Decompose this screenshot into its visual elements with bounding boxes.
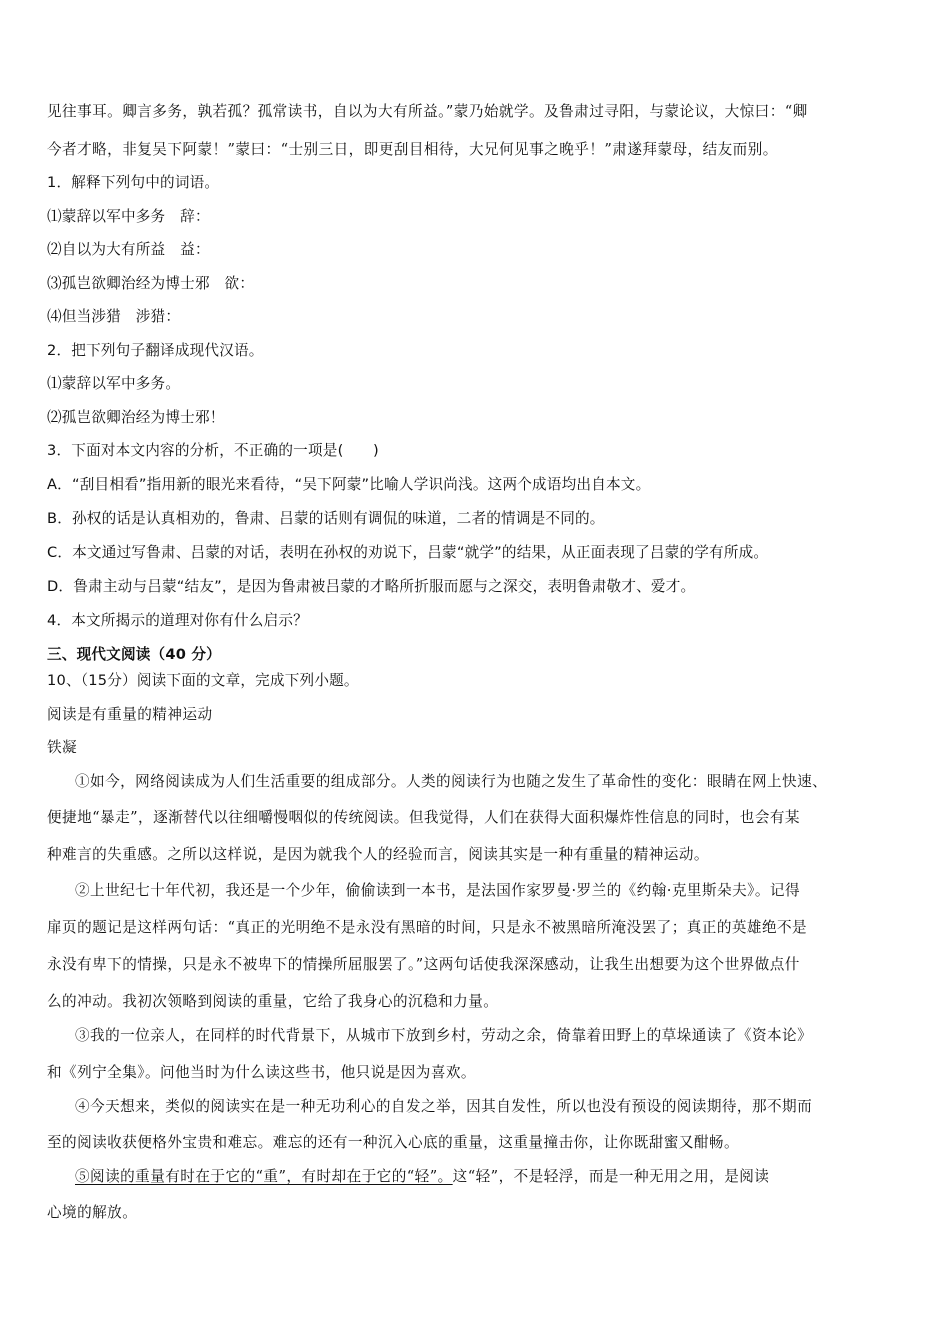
question-3-option-b: B．孙权的话是认真相劝的，鲁肃、吕蒙的话则有调侃的味道，二者的情调是不同的。 [47, 510, 605, 527]
question-1-item: ⑵自以为大有所益 益： [47, 241, 210, 258]
article-paragraph-line: 么的冲动。我初次领略到阅读的重量，它给了我身心的沉稳和力量。 [47, 993, 499, 1010]
article-text: 这“轻”，不是轻浮，而是一种无用之用，是阅读 [452, 1168, 770, 1185]
article-paragraph-line: ④今天想来，类似的阅读实在是一种无功利心的自发之举，因其自发性，所以也没有预设的阅读期待，那不期而 [75, 1098, 813, 1115]
question-2-title: 2．把下列句子翻译成现代汉语。 [47, 342, 264, 359]
question-1-item: ⑶孤岂欲卿治经为博士邪 欲： [47, 275, 255, 292]
underlined-sentence: ⑤阅读的重量有时在于它的“重”，有时却在于它的“轻”。 [75, 1168, 453, 1185]
article-paragraph-line: 至的阅读收获便格外宝贵和难忘。难忘的还有一种沉入心底的重量，这重量撞击你，让你既甜蜜又酣畅。 [47, 1134, 740, 1151]
question-2-item: ⑴蒙辞以军中多务。 [47, 375, 181, 392]
article-paragraph-line: 便捷地“暴走”，逐渐替代以往细嚼慢咽似的传统阅读。但我觉得，人们在获得大面积爆炸性信息的同时，也会有某 [47, 809, 800, 826]
question-10-intro: 10、（15分）阅读下面的文章，完成下列小题。 [47, 672, 359, 689]
question-1-item: ⑴蒙辞以军中多务 辞： [47, 208, 210, 225]
section-heading: 三、现代文阅读（40 分） [47, 646, 221, 663]
passage-line: 见往事耳。卿言多务，孰若孤？孤常读书，自以为大有所益。”蒙乃始就学。及鲁肃过寻阳，与蒙论议，大惊曰：“卿 [47, 103, 808, 120]
article-paragraph-line: 心境的解放。 [47, 1204, 138, 1221]
passage-line: 今者才略，非复吴下阿蒙！”蒙曰：“士别三日，即更刮目相待，大兄何见事之晚乎！”肃遂拜蒙母，结友而别。 [47, 141, 778, 158]
article-title: 阅读是有重量的精神运动 [47, 706, 213, 723]
question-4-title: 4．本文所揭示的道理对你有什么启示？ [47, 612, 308, 629]
article-paragraph-line: ①如今，网络阅读成为人们生活重要的组成部分。人类的阅读行为也随之发生了革命性的变化：眼睛在网上快速、 [75, 773, 828, 790]
article-paragraph-line: 扉页的题记是这样两句话：“真正的光明绝不是永没有黑暗的时间，只是永不被黑暗所淹没罢了；真正的英雄绝不是 [47, 919, 808, 936]
question-1-item: ⑷但当涉猎 涉猎： [47, 308, 181, 325]
article-paragraph-line: ②上世纪七十年代初，我还是一个少年，偷偷读到一本书，是法国作家罗曼·罗兰的《约翰·克里斯朵夫》。记得 [75, 882, 800, 899]
question-3-option-d: D．鲁肃主动与吕蒙“结友”，是因为鲁肃被吕蒙的才略所折服而愿与之深交，表明鲁肃敬才、爱才。 [47, 578, 696, 595]
question-3-option-a: A．“刮目相看”指用新的眼光来看待，“吴下阿蒙”比喻人学识尚浅。这两个成语均出自本文。 [47, 476, 651, 493]
article-paragraph-line: 和《列宁全集》。问他当时为什么读这些书，他只说是因为喜欢。 [47, 1064, 476, 1081]
question-2-item: ⑵孤岂欲卿治经为博士邪！ [47, 409, 225, 426]
article-paragraph-line: 种难言的失重感。之所以这样说，是因为就我个人的经验而言，阅读其实是一种有重量的精神运动。 [47, 846, 709, 863]
question-3-title: 3．下面对本文内容的分析，不正确的一项是( ) [47, 442, 379, 459]
article-paragraph-line [75, 1167, 910, 1187]
article-author: 铁凝 [47, 739, 78, 756]
article-paragraph-line: 永没有卑下的情操，只是永不被卑下的情操所屈服罢了。”这两句话使我深深感动，让我生出想要为这个世界做点什 [47, 956, 800, 973]
question-1-title: 1．解释下列句中的词语。 [47, 174, 220, 191]
article-paragraph-line: ③我的一位亲人，在同样的时代背景下，从城市下放到乡村，劳动之余，倚靠着田野上的草垛通读了《资本论》 [75, 1027, 813, 1044]
question-3-option-c: C．本文通过写鲁肃、吕蒙的对话，表明在孙权的劝说下，吕蒙“就学”的结果，从正面表现了吕蒙的学有所成。 [47, 544, 769, 561]
